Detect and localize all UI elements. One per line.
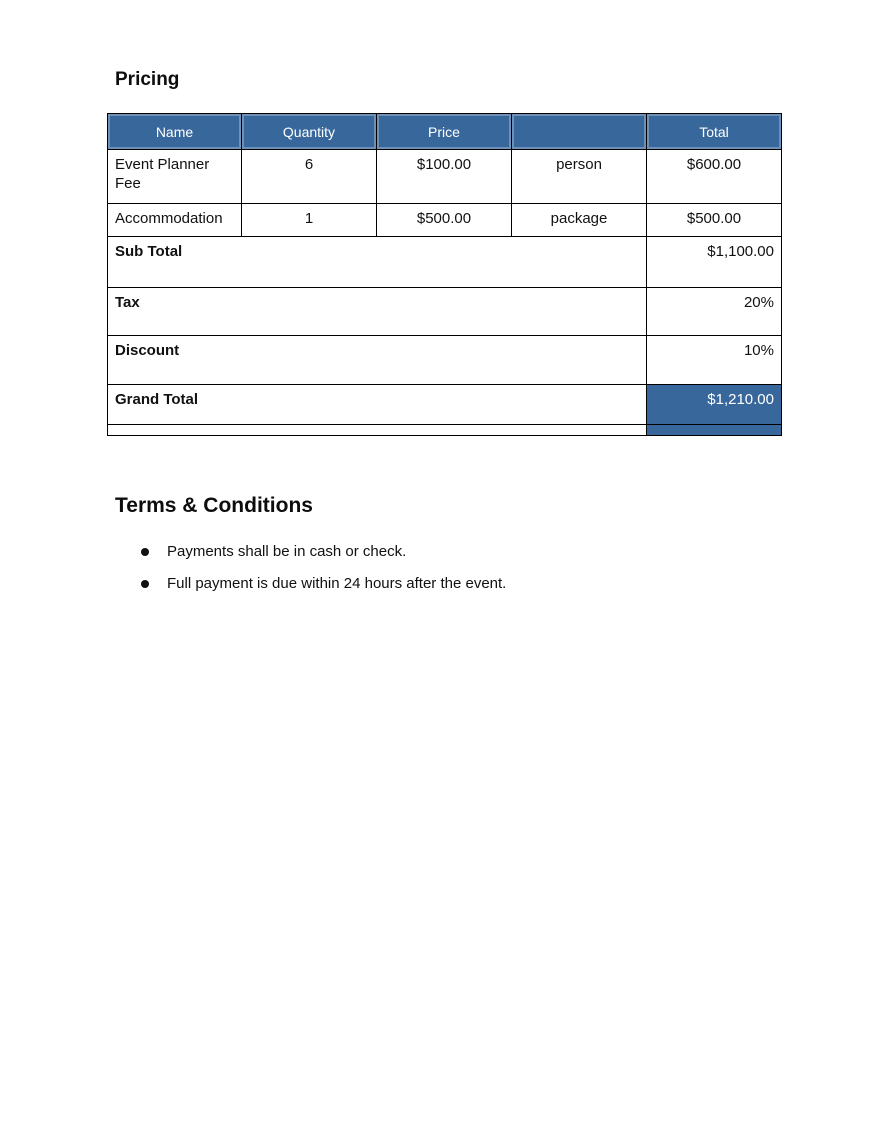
- bullet-icon: [141, 548, 149, 556]
- terms-heading: Terms & Conditions: [115, 494, 313, 517]
- cell-price: $100.00: [377, 150, 512, 204]
- grand-total-value: $1,210.00: [647, 385, 782, 425]
- terms-item-text: Full payment is due within 24 hours after the event.: [167, 575, 507, 592]
- header-cell-total: Total: [647, 114, 782, 150]
- grand-total-label: Grand Total: [108, 385, 647, 425]
- discount-row: [108, 336, 782, 385]
- cell-quantity: 6: [242, 150, 377, 204]
- cell-quantity: 1: [242, 204, 377, 237]
- cell-unit: person: [512, 150, 647, 204]
- page-title: Pricing: [115, 69, 180, 90]
- terms-list: [141, 542, 761, 606]
- tax-label: Tax: [108, 288, 647, 336]
- grand-total-strip-row: [108, 425, 782, 436]
- subtotal-row: [108, 237, 782, 288]
- cell-unit: package: [512, 204, 647, 237]
- table-header-row: [108, 114, 782, 150]
- table-row: [108, 204, 782, 237]
- cell-item-name: Event Planner Fee: [108, 150, 242, 204]
- header-cell-quantity: Quantity: [242, 114, 377, 150]
- header-cell-unit: [512, 114, 647, 150]
- grand-total-strip: [647, 425, 782, 436]
- subtotal-value: $1,100.00: [647, 237, 782, 288]
- tax-value: 20%: [647, 288, 782, 336]
- discount-value: 10%: [647, 336, 782, 385]
- cell-item-name: Accommodation: [108, 204, 242, 237]
- strip-spacer: [108, 425, 647, 436]
- cell-total: $600.00: [647, 150, 782, 204]
- list-item: [141, 542, 761, 561]
- header-cell-price: Price: [377, 114, 512, 150]
- tax-row: [108, 288, 782, 336]
- terms-item-text: Payments shall be in cash or check.: [167, 543, 407, 560]
- header-cell-name: Name: [108, 114, 242, 150]
- pricing-table: [107, 113, 782, 436]
- bullet-icon: [141, 580, 149, 588]
- list-item: [141, 574, 761, 593]
- cell-price: $500.00: [377, 204, 512, 237]
- discount-label: Discount: [108, 336, 647, 385]
- table-row: [108, 150, 782, 204]
- cell-total: $500.00: [647, 204, 782, 237]
- grand-total-row: [108, 385, 782, 425]
- subtotal-label: Sub Total: [108, 237, 647, 288]
